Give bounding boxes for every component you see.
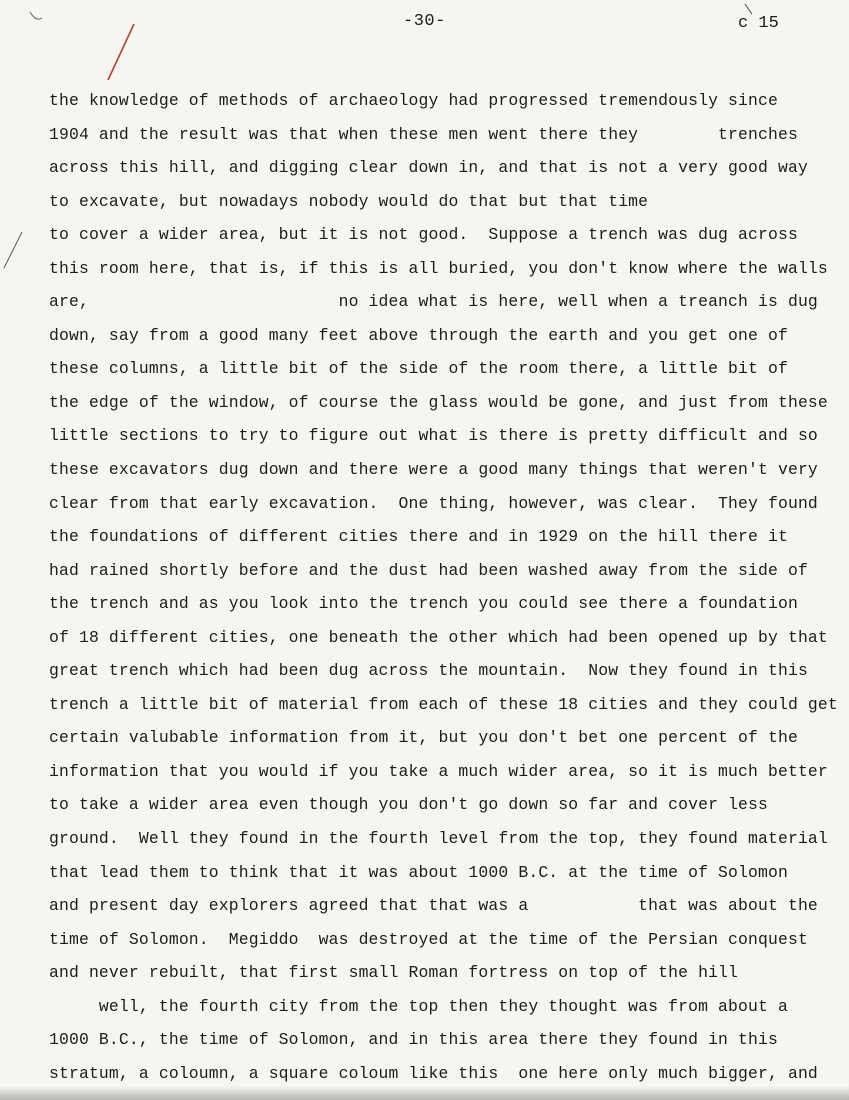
text-line: the edge of the window, of course the glass would be gone, and just from these <box>49 392 828 412</box>
text-line: time of Solomon. Megiddo was destroyed at the time of the Persian conquest <box>49 929 808 949</box>
text-line: 1904 and the result was that when these men went there they trenches <box>49 124 798 144</box>
text-line: great trench which had been dug across the mountain. Now they found in this <box>49 661 808 681</box>
text-line: ground. Well they found in the fourth level from the top, they found material <box>49 829 828 849</box>
text-line: down, say from a good many feet above through the earth and you get one of <box>49 325 788 345</box>
text-line: this room here, that is, if this is all buried, you don't know where the walls <box>49 258 828 278</box>
text-line: information that you would if you take a much wider area, so it is much better <box>49 761 828 781</box>
text-line: had rained shortly before and the dust had been washed away from the side of <box>49 560 808 580</box>
text-line: and never rebuilt, that first small Roman fortress on top of the hill <box>49 963 739 983</box>
page-number: -30- <box>403 12 446 31</box>
text-line: the trench and as you look into the trench you could see there a foundation <box>49 594 798 614</box>
text-line: across this hill, and digging clear down in, and that is not a very good way <box>49 158 808 178</box>
text-line: the knowledge of methods of archaeology had progressed tremendously since <box>49 91 778 110</box>
text-line: and present day explorers agreed that that was a that was about the <box>49 896 818 916</box>
text-line: stratum, a coloumn, a square coloum like this one here only much bigger, and <box>49 1063 818 1083</box>
text-line: are, no idea what is here, well when a treanch is dug <box>49 292 818 312</box>
text-line: trench a little bit of material from each of these 18 cities and they could get <box>49 694 838 714</box>
text-line: of 18 different cities, one beneath the other which had been opened up by that <box>49 627 828 647</box>
scan-edge-shadow <box>0 1086 849 1100</box>
text-line: certain valubable information from it, but you don't bet one percent of the <box>49 728 798 748</box>
text-line: to excavate, but nowadays nobody would do that but that time <box>49 191 649 211</box>
text-line: these excavators dug down and there were a good many things that weren't very <box>49 460 818 480</box>
text-line: 1000 B.C., the time of Solomon, and in this area there they found in this <box>49 1030 778 1050</box>
text-line: to take a wider area even though you don't go down so far and cover less <box>49 795 768 815</box>
text-line: to cover a wider area, but it is not good. Suppose a trench was dug across <box>49 225 798 245</box>
corner-mark: c 15 <box>738 14 779 33</box>
text-line: well, the fourth city from the top then they thought was from about a <box>49 996 788 1016</box>
text-line: these columns, a little bit of the side of the room there, a little bit of <box>49 359 788 379</box>
text-line: that lead them to think that it was about 1000 B.C. at the time of Solomon <box>49 862 788 882</box>
text-line: little sections to try to figure out what is there is pretty difficult and so <box>49 426 818 446</box>
transcript-body <box>49 84 849 1090</box>
text-line: clear from that early excavation. One thing, however, was clear. They found <box>49 493 818 513</box>
text-line: the foundations of different cities there and in 1929 on the hill there it <box>49 527 788 547</box>
